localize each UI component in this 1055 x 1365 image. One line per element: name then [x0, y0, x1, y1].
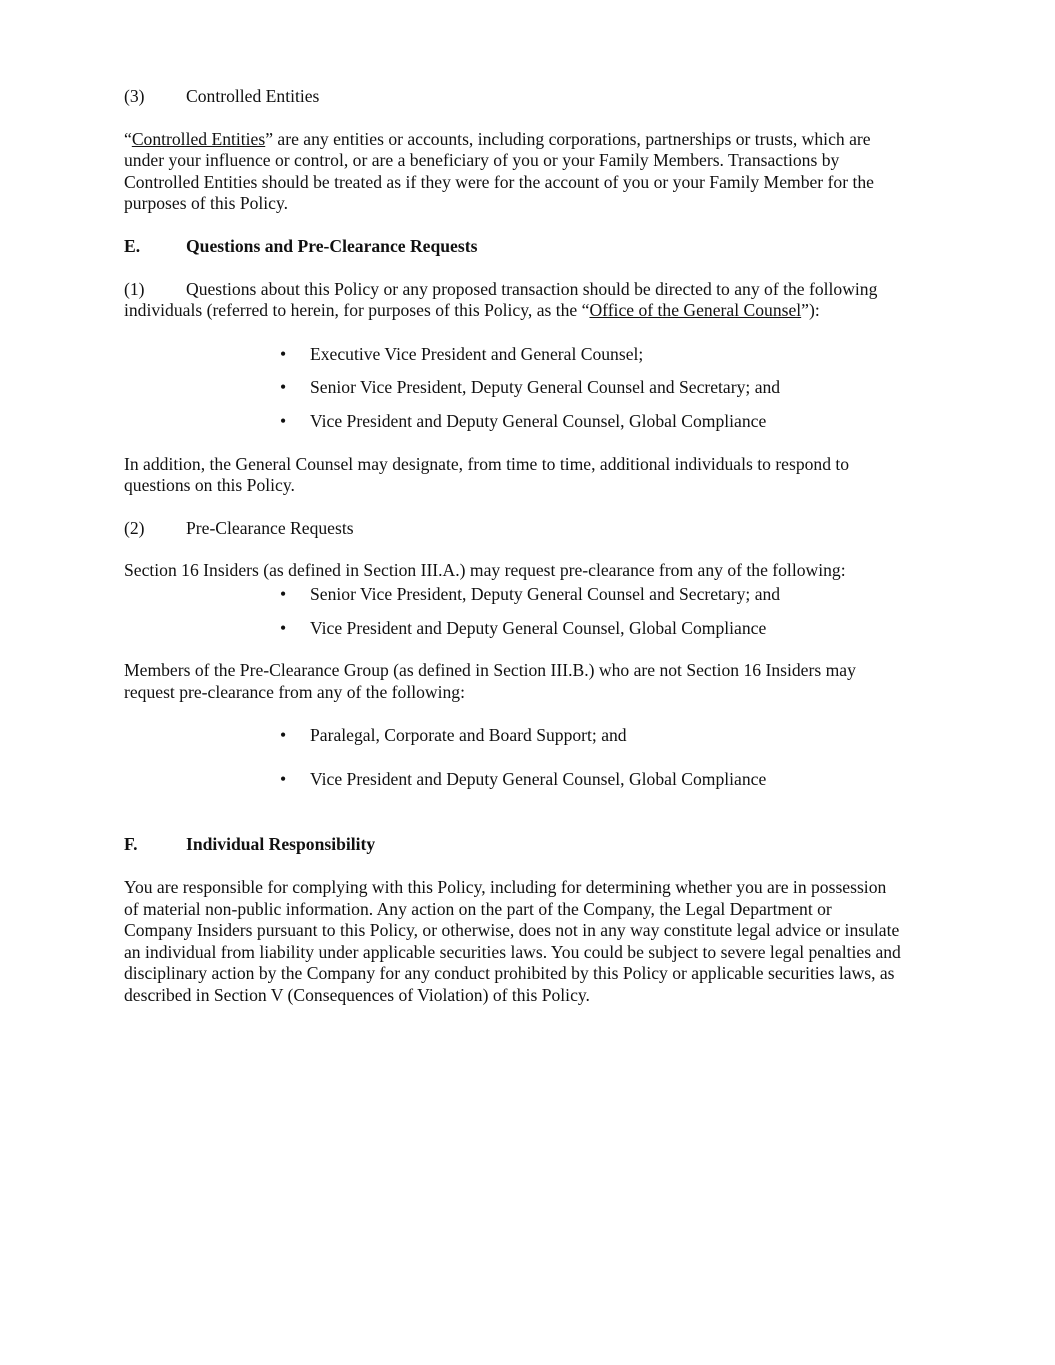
list-item-text: Vice President and Deputy General Counsel, Global Compliance — [310, 768, 767, 789]
questions-text: Questions about this Policy or any proposed transaction should be directed to any of the following individuals (referred to herein, for purposes of this Policy, as the “ — [124, 278, 878, 321]
subsection-title: Pre-Clearance Requests — [186, 517, 354, 538]
bullet-icon: • — [280, 343, 287, 364]
list-item — [124, 377, 904, 399]
open-quote: “ — [124, 128, 132, 149]
bullet-icon: • — [280, 410, 287, 431]
bullet-icon: • — [280, 617, 287, 638]
section-16-insiders-paragraph: Section 16 Insiders (as defined in Section III.A.) may request pre-clearance from any of the following: — [124, 560, 846, 581]
subsection-number: (1) — [124, 278, 145, 299]
subsection-3-heading — [124, 86, 904, 108]
general-counsel-list — [124, 344, 904, 433]
bullet-icon: • — [280, 377, 287, 398]
list-item-text: Paralegal, Corporate and Board Support; and — [310, 725, 627, 746]
list-item-text: Vice President and Deputy General Counsel, Global Compliance — [310, 410, 767, 431]
list-item — [124, 411, 904, 433]
list-item — [124, 725, 904, 747]
section-f-heading — [124, 834, 904, 856]
controlled-entities-definition: ” are any entities or accounts, including corporations, partnerships or trusts, which are under your influence or control, or are a beneficiary of you or your Family Members. Transactions by Controlled Entities should be treated as if they were for the account of you or your Family Member for the purposes of this Policy. — [124, 128, 874, 214]
controlled-entities-paragraph — [124, 129, 904, 215]
questions-text-end: ”): — [801, 300, 820, 321]
section-letter: E. — [124, 235, 141, 256]
list-item — [124, 618, 904, 640]
individual-responsibility-paragraph: You are responsible for complying with this Policy, including for determining whether you are in possession of material non-public information. Any action on the part of the Company, the Legal Department or Company Insiders pursuant to this Policy, or otherwise, does not in any way constitute legal advice or insulate an individual from liability under applicable securities laws. You could be subject to severe legal penalties and disciplinary action by the Company for any conduct prohibited by this Policy or applicable securities laws, as described in Section V (Consequences of Violation) of this Policy. — [124, 877, 901, 1006]
document-page — [124, 86, 904, 1007]
list-item-text: Senior Vice President, Deputy General Counsel and Secretary; and — [310, 377, 781, 398]
list-item-text: Senior Vice President, Deputy General Counsel and Secretary; and — [310, 583, 781, 604]
additional-individuals-paragraph: In addition, the General Counsel may designate, from time to time, additional individuals to respond to questions on this Policy. — [124, 453, 850, 496]
subsection-number: (3) — [124, 86, 145, 106]
section-title: Questions and Pre-Clearance Requests — [186, 235, 478, 256]
bullet-icon: • — [280, 583, 287, 604]
questions-paragraph — [124, 279, 904, 322]
section-letter: F. — [124, 834, 138, 855]
pre-clearance-group-list — [124, 725, 904, 790]
section-16-clearance-list — [124, 584, 904, 639]
list-item-text: Vice President and Deputy General Counsel, Global Compliance — [310, 617, 767, 638]
defined-term-office-of-general-counsel: Office of the General Counsel — [589, 300, 802, 321]
bullet-icon: • — [280, 768, 287, 789]
list-item — [124, 769, 904, 791]
section-e-heading — [124, 236, 904, 258]
defined-term-controlled-entities: Controlled Entities — [131, 128, 266, 149]
list-item — [124, 584, 904, 606]
list-item-text: Executive Vice President and General Counsel; — [310, 343, 644, 364]
bullet-icon: • — [280, 725, 287, 746]
subsection-title: Controlled Entities — [186, 86, 320, 106]
pre-clearance-group-paragraph: Members of the Pre-Clearance Group (as defined in Section III.B.) who are not Section 16 Insiders may request pre-clearance from any of the following: — [124, 660, 856, 702]
section-title: Individual Responsibility — [186, 834, 376, 855]
subsection-2-heading — [124, 518, 904, 540]
list-item — [124, 344, 904, 366]
subsection-number: (2) — [124, 517, 145, 538]
